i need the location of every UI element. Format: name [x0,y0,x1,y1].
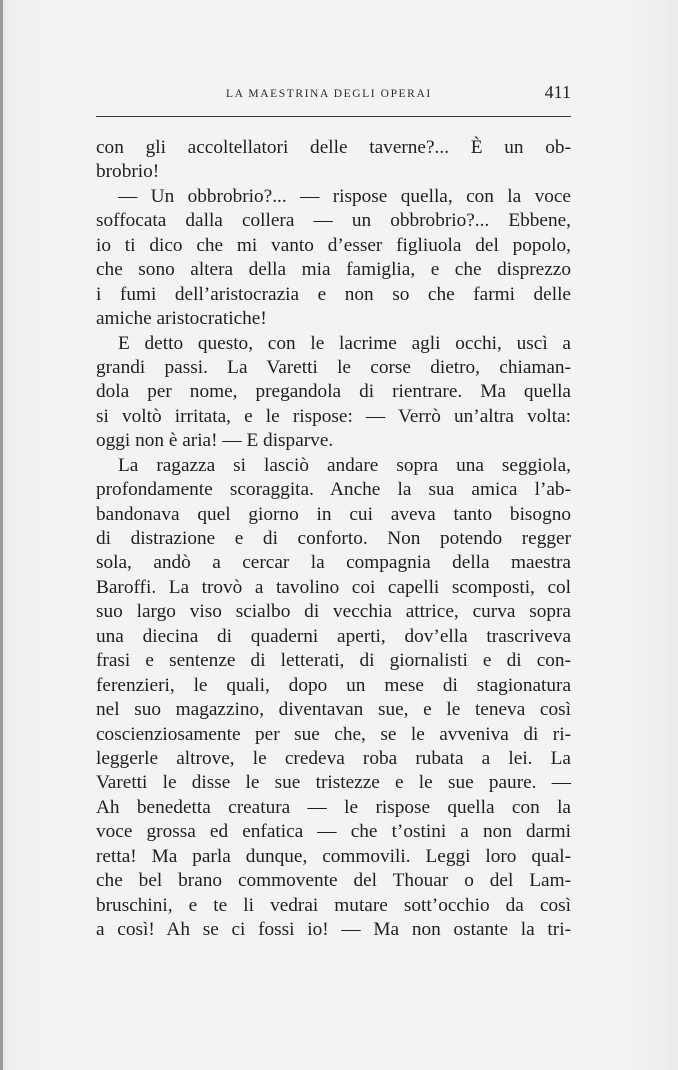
text-line: grandi passi. La Varetti le corse dietro, chiaman- [96,356,571,378]
text-line: sola, andò a cercar la compagnia della maestra [96,552,571,574]
text-line: Varetti le disse le sue tristezze e le sue paure. — [96,772,571,794]
text-line: si voltò irritata, e le rispose: — Verrò un’altra volta: [96,405,571,427]
text-line: leggerle altrove, le credeva roba rubata a lei. La [96,747,571,769]
body-text [96,136,571,942]
text-line: frasi e sentenze di letterati, di giornalisti e di con- [96,650,571,672]
text-line: di distrazione e di conforto. Non potendo regger [96,528,571,549]
running-title: LA MAESTRINA DEGLI OPERAI [226,88,432,100]
text-line: Ah benedetta creatura — le rispose quella con la [96,796,571,818]
text-line: La ragazza si lasciò andare sopra una seggiola, [118,454,571,476]
text-line: dola per nome, pregandola di rientrare. Ma quella [96,381,571,403]
page-binding-edge [0,0,3,1070]
text-line: retta! Ma parla dunque, commovili. Leggi loro qual- [96,845,571,867]
text-line: bandonava quel giorno in cui aveva tanto bisogno [96,503,571,525]
text-line: amiche aristocratiche! [96,308,267,330]
text-line: con gli accoltellatori delle taverne?... È un ob- [96,137,571,158]
page-header [96,82,571,106]
text-line: io ti dico che mi vanto d’esser figliuola del popolo, [96,234,571,256]
text-line: a così! Ah se ci fossi io! — Ma non ostante la tri- [96,919,571,940]
text-line: E detto questo, con le lacrime agli occhi, uscì a [118,332,571,354]
text-line: brobrio! [96,161,160,183]
text-line: nel suo magazzino, diventavan sue, e le teneva così [96,699,571,721]
header-rule [96,116,571,117]
text-line: suo largo viso scialbo di vecchia attrice, curva sopra [96,601,571,623]
text-line: profondamente scoraggita. Anche la sua amica l’ab- [96,479,571,501]
page-number: 411 [544,82,571,102]
text-line: coscienziosamente per sue che, se le avveniva di ri- [96,723,571,745]
text-line: che bel brano commovente del Thouar o del Lam- [96,870,571,892]
text-line: ferenzieri, le quali, dopo un mese di stagionatura [96,674,571,696]
text-line: i fumi dell’aristocrazia e non so che farmi delle [96,283,571,305]
text-line: bruschini, e te li vedrai mutare sott’occhio da così [96,894,571,916]
text-line: Baroffi. La trovò a tavolino coi capelli scomposti, col [96,576,571,598]
text-line: voce grossa ed enfatica — che t’ostini a non darmi [96,821,571,843]
text-line: oggi non è aria! — E disparve. [96,430,334,452]
text-line: soffocata dalla collera — un obbrobrio?... Ebbene, [96,210,571,232]
text-line: che sono altera della mia famiglia, e che disprezzo [96,259,571,281]
text-line: — Un obbrobrio?... — rispose quella, con la voce [118,185,571,207]
text-line: una diecina di quaderni aperti, dov’ella trascriveva [96,625,571,647]
